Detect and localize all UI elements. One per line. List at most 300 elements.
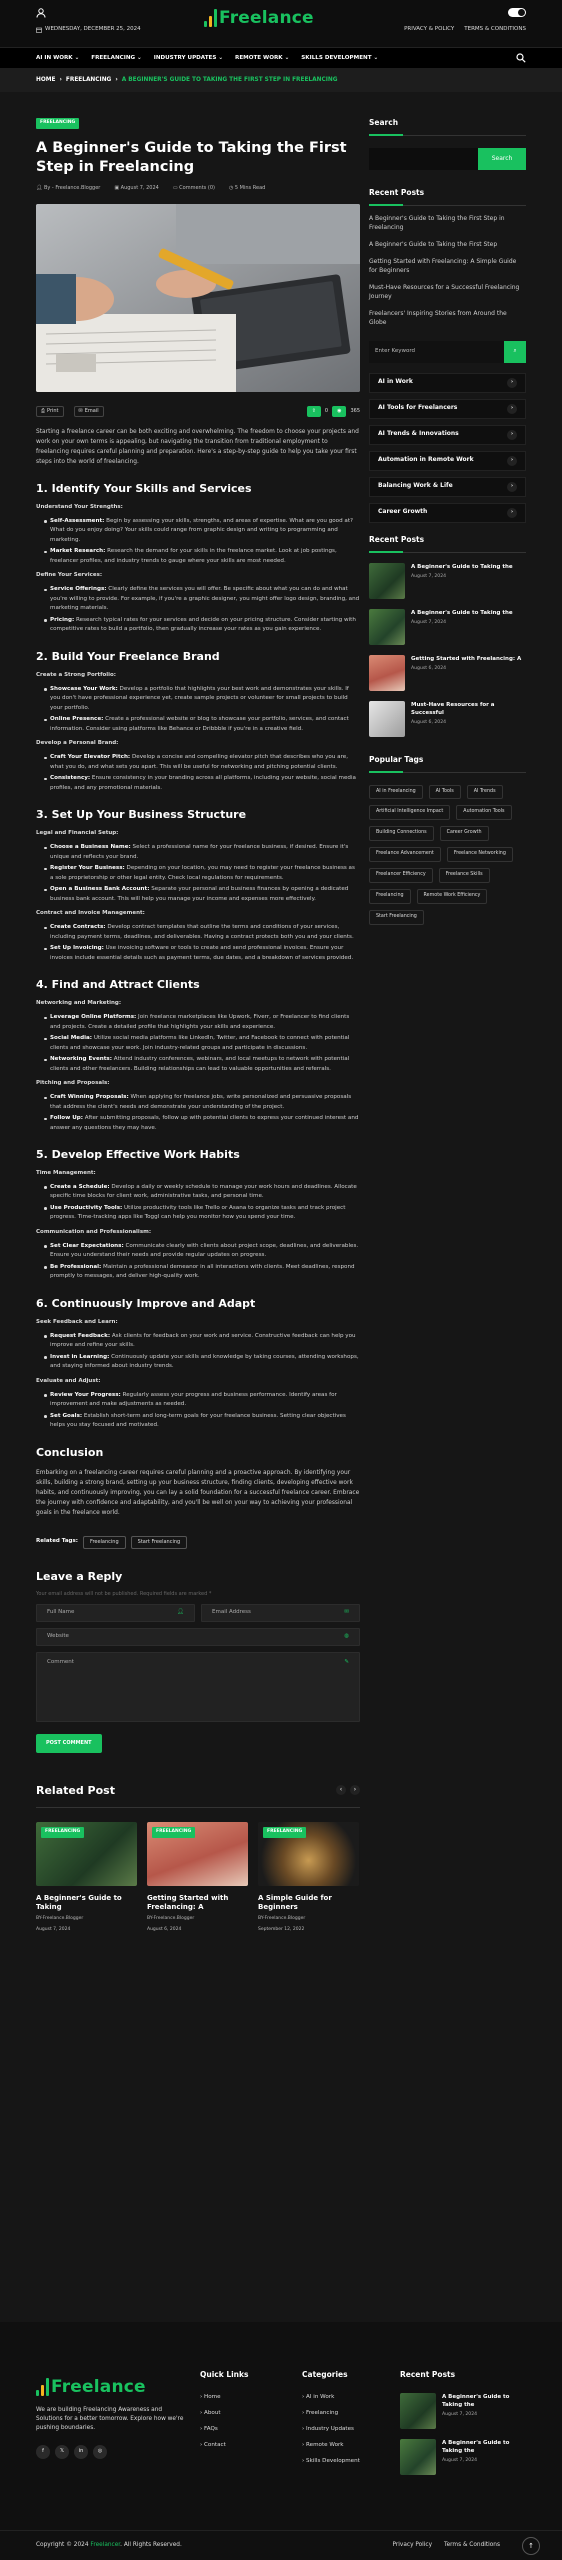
list-item xyxy=(50,774,360,793)
list-item-label: Networking Events: xyxy=(50,1056,112,1063)
footer-link-label: Remote Work xyxy=(306,2442,344,2449)
nav-item-skills-development[interactable]: SKILLS DEVELOPMENT ⌄ xyxy=(301,54,379,61)
section-heading: 3. Set Up Your Business Structure xyxy=(36,808,247,822)
list-item xyxy=(50,1204,360,1223)
category-item[interactable] xyxy=(369,399,526,419)
footer-logo[interactable] xyxy=(36,2378,186,2396)
card-badge[interactable]: FREELANCING xyxy=(152,1827,195,1838)
nav-label: FREELANCING xyxy=(91,54,136,61)
bullet-list xyxy=(36,585,360,635)
category-label: AI Trends & Innovations xyxy=(378,430,459,438)
article xyxy=(36,118,360,1933)
list-item-label: Create a Schedule: xyxy=(50,1183,110,1190)
popular-tag[interactable]: Freelancer Efficiency xyxy=(369,868,433,883)
user-icon: 👤︎ xyxy=(177,1609,184,1616)
bullet-list xyxy=(36,1391,360,1431)
list-item-text: Attend industry conferences, webinars, and local meetups to network with potential clients and other freelancers. Building relationships can lead to valuable opportunities and referrals. xyxy=(50,1056,350,1072)
sidebar-search-input[interactable] xyxy=(369,148,478,170)
divider xyxy=(369,772,526,773)
print-label: Print xyxy=(47,407,59,414)
list-item xyxy=(50,1013,360,1032)
list-item-label: Service Offerings: xyxy=(50,586,107,593)
section-subheading: Pitching and Proposals: xyxy=(36,1080,110,1087)
nav-item-freelancing[interactable]: FREELANCING ⌄ xyxy=(91,54,142,61)
divider xyxy=(369,205,526,206)
logo-wordmark: Freelance xyxy=(219,8,314,28)
twitter-icon[interactable]: 𝕏 xyxy=(55,2445,69,2459)
recent-post[interactable] xyxy=(369,609,526,645)
list-item xyxy=(50,1263,360,1282)
popular-tag[interactable]: AI in Freelancing xyxy=(369,785,423,800)
footer-link-label: Industry Updates xyxy=(306,2426,354,2433)
footer-quick-links xyxy=(200,2370,248,2457)
nav-item-remote-work[interactable]: REMOTE WORK ⌄ xyxy=(235,54,290,61)
calendar-icon xyxy=(36,27,42,33)
bullet-list xyxy=(36,923,360,963)
list-item-text: Develop contract templates that outline the terms and conditions of your services, including payment terms, deadlines, and deliverables. Having a contract protects both you and your clients. xyxy=(50,924,354,940)
related-card-title[interactable]: Getting Started with Freelancing: A xyxy=(147,1894,229,1912)
list-item-label: Showcase Your Work: xyxy=(50,685,118,692)
list-item-text: Ensure consistency in your branding across all platforms, including your website, social media profiles, and any promotional materials. xyxy=(50,775,356,791)
list-item-label: Register Your Business: xyxy=(50,865,125,872)
comment-form xyxy=(36,1569,360,1753)
breadcrumb-section[interactable]: FREELANCING xyxy=(65,76,112,83)
recent-post-title[interactable]: Getting Started with Freelancing: A xyxy=(411,655,522,662)
related-card[interactable] xyxy=(258,1822,359,1933)
popular-tag[interactable]: Remote Work Efficiency xyxy=(417,889,488,904)
top-bar xyxy=(0,0,562,48)
list-item-text: Research typical rates for your services and decide on your pricing structure. Consider starting with competitive rates to build a portfolio, then gradually increase your rates as you gain experience. xyxy=(50,616,356,633)
category-label: Balancing Work & Life xyxy=(378,482,453,490)
full-name-field[interactable] xyxy=(36,1604,195,1622)
author[interactable] xyxy=(36,185,100,192)
category-item[interactable] xyxy=(369,477,526,497)
popular-tag[interactable]: Start Freelancing xyxy=(369,910,424,925)
section-heading: 6. Continuously Improve and Adapt xyxy=(36,1296,256,1310)
footer-categories xyxy=(302,2370,360,2473)
main-nav xyxy=(0,48,562,68)
theme-toggle[interactable] xyxy=(508,8,526,17)
recent-posts-title: Recent Posts xyxy=(369,187,425,197)
site-footer xyxy=(0,2322,562,2560)
related-tags-label: Related Tags: xyxy=(36,1538,78,1545)
related-tags xyxy=(36,1536,360,1549)
list-item-text: Establish short-term and long-term goals for your freelance business. Setting clear objectives helps you stay focused and motivated. xyxy=(50,1412,346,1429)
bullet-list xyxy=(36,1093,360,1133)
section-heading: 1. Identify Your Skills and Services xyxy=(36,482,252,496)
section-subheading: Legal and Financial Setup: xyxy=(36,830,119,837)
recent-posts-title-2: Recent Posts xyxy=(369,534,425,544)
bullet-list xyxy=(36,1013,360,1074)
footer-link-home[interactable]: › Home xyxy=(200,2393,221,2400)
copyright-text: Copyright © 2024 xyxy=(36,2542,89,2549)
bullet-list xyxy=(36,1332,360,1372)
publish-date-text: August 7, 2024 xyxy=(120,184,159,191)
keyword-search[interactable] xyxy=(369,341,526,363)
recent-post-thumb xyxy=(400,2393,436,2429)
sidebar xyxy=(369,118,526,925)
post-comment-button[interactable]: POST COMMENT xyxy=(36,1734,102,1753)
footer-logo-wordmark: Freelance xyxy=(51,2377,146,2397)
list-item xyxy=(50,753,360,772)
tag-start-freelancing[interactable]: Start Freelancing xyxy=(131,1536,188,1549)
nav-label: AI IN WORK xyxy=(36,54,73,61)
site-logo[interactable] xyxy=(204,9,314,27)
breadcrumb-separator-icon: › xyxy=(59,76,62,83)
recent-post-date: August 7, 2024 xyxy=(411,573,447,579)
popular-tags-title: Popular Tags xyxy=(369,754,424,764)
footer-about-text: We are building Freelancing Awareness and Solutions for a better tomorrow. Explore how we're pushing boundaries. xyxy=(36,2407,184,2431)
card-date: August 6, 2024 xyxy=(147,1926,182,1932)
popular-tag[interactable]: Automation Tools xyxy=(456,805,511,820)
bullet-list xyxy=(36,685,360,735)
footer-categories-title: Categories xyxy=(302,2370,348,2379)
list-item-text: Clearly define the services you will offer. Be specific about what you can do and what you're willing to provide. For example, if you're a graphic designer, you might offer logo design, branding, and marketing materials. xyxy=(50,586,360,612)
list-item xyxy=(50,1391,360,1410)
conclusion-heading: Conclusion xyxy=(36,1445,104,1459)
facebook-icon[interactable]: f xyxy=(36,2445,50,2459)
recent-post-link[interactable]: A Beginner's Guide to Taking the First Step in Freelancing xyxy=(369,214,505,231)
footer-quick-title: Quick Links xyxy=(200,2370,249,2379)
copyright-tail: . All Rights Reserved. xyxy=(120,2542,182,2549)
divider xyxy=(369,552,526,553)
section-subheading: Seek Feedback and Learn: xyxy=(36,1318,118,1325)
related-card[interactable] xyxy=(147,1822,248,1933)
top-links xyxy=(404,26,526,34)
list-item-label: Consistency: xyxy=(50,775,91,782)
nav-item-ai-in-work[interactable]: AI IN WORK ⌄ xyxy=(36,54,80,61)
list-item-label: Follow Up: xyxy=(50,1115,84,1122)
popular-tag[interactable]: Freelance Skills xyxy=(439,868,490,883)
related-card-image xyxy=(258,1822,359,1886)
related-card-title[interactable]: A Beginner's Guide to Taking xyxy=(36,1894,122,1912)
email-button[interactable] xyxy=(74,406,104,417)
email-placeholder: Email Address xyxy=(212,1609,251,1616)
list-item-text: Develop a concise and compelling elevator pitch that describes who you are, what you do, and what sets you apart. This will be useful for networking and pitching potential clients. xyxy=(50,754,348,770)
popular-tag[interactable]: Career Growth xyxy=(440,826,489,841)
list-item-text: Create a professional website or blog to showcase your portfolio, services, and contact information. Consider using platforms like Behance or Dribbble if you're in a creative field. xyxy=(50,716,349,732)
popular-tag[interactable]: Building Connections xyxy=(369,826,434,841)
list-item-label: Be Professional: xyxy=(50,1263,102,1270)
read-time-text: 5 Mins Read xyxy=(234,184,266,191)
search-widget-title: Search xyxy=(369,118,399,127)
section-subheading: Contract and Invoice Management: xyxy=(36,910,145,917)
popular-tag[interactable]: Artificial Intelligence Impact xyxy=(369,805,450,820)
comments-text: Comments (0) xyxy=(179,184,215,191)
list-item-text: Ask clients for feedback on your work and service. Constructive feedback can help you improve and refine your skills. xyxy=(50,1332,356,1349)
card-author: BY-Freelance.Blogger xyxy=(258,1916,306,1922)
section-subheading: Develop a Personal Brand: xyxy=(36,740,119,747)
related-card-title[interactable]: A Simple Guide for Beginners xyxy=(258,1894,332,1912)
list-item xyxy=(50,616,360,635)
list-item xyxy=(50,1332,360,1351)
breadcrumb-current: A BEGINNER'S GUIDE TO TAKING THE FIRST STEP IN FREELANCING xyxy=(121,76,338,83)
section-subheading: Networking and Marketing: xyxy=(36,1000,122,1007)
author-name: By - Freelance.Blogger xyxy=(43,184,101,191)
list-item xyxy=(50,715,360,734)
header-date xyxy=(36,26,141,34)
footer-category-link[interactable]: › Industry Updates xyxy=(302,2426,354,2433)
card-date: August 7, 2024 xyxy=(36,1926,71,1932)
list-item-label: Use Productivity Tools: xyxy=(50,1204,123,1211)
list-item-label: Market Research: xyxy=(50,548,106,555)
recent-post-link[interactable]: Getting Started with Freelancing: A Simple Guide for Beginners xyxy=(369,257,517,274)
views-count: 365 xyxy=(350,407,360,414)
list-item-text: Select a professional name for your freelance business, if desired. Ensure it's unique and reflects your brand. xyxy=(50,844,349,860)
list-item-text: Depending on your location, you may need to register your freelance business as a sole proprietorship or other legal entity. Check local regulations for requirements. xyxy=(50,865,355,881)
footer-terms-link[interactable]: Terms & Conditions xyxy=(444,2542,500,2548)
footer-category-link[interactable]: › Skills Development xyxy=(302,2458,360,2465)
list-item-label: Invest in Learning: xyxy=(50,1353,110,1360)
footer-link-label: About xyxy=(204,2409,221,2416)
recent-post-thumb xyxy=(400,2439,436,2475)
keyword-placeholder: Enter Keyword xyxy=(375,347,416,354)
category-label: AI in Work xyxy=(378,378,413,386)
section-heading: 5. Develop Effective Work Habits xyxy=(36,1148,240,1162)
footer-category-link[interactable]: › Freelancing xyxy=(302,2409,339,2416)
list-item xyxy=(50,1055,360,1074)
print-icon: ⎙ xyxy=(41,407,46,414)
list-item-text: Develop a daily or weekly schedule to manage your work hours and deadlines. Allocate specific time blocks for client work, administrative tasks, and personal time. xyxy=(50,1183,357,1200)
chevron-right-icon[interactable]: › xyxy=(350,1785,360,1795)
share-count-text: 0 xyxy=(324,407,329,414)
related-card-image xyxy=(36,1822,137,1886)
recent-post[interactable] xyxy=(369,655,526,691)
popular-tag[interactable]: Freelance Networking xyxy=(447,847,513,862)
category-label: Automation in Remote Work xyxy=(378,456,474,464)
footer-link-label: Skills Development xyxy=(306,2458,360,2465)
section-subheading: Evaluate and Adjust: xyxy=(36,1377,101,1384)
search-icon[interactable]: ⌕ xyxy=(504,341,526,363)
bullet-list xyxy=(36,753,360,793)
tag-freelancing[interactable]: Freelancing xyxy=(83,1536,126,1549)
list-item-text: Utilize productivity tools like Trello or Asana to organize tasks and track project progress. Time-tracking apps like Toggl can help you monitor how you spend your time. xyxy=(50,1204,346,1221)
back-to-top-icon[interactable]: ↑ xyxy=(522,2537,540,2555)
footer-link-label: FAQs xyxy=(204,2426,218,2433)
nav-item-industry-updates[interactable]: INDUSTRY UPDATES ⌄ xyxy=(153,54,224,61)
bullet-list xyxy=(36,517,360,567)
recent-post-link[interactable]: Must-Have Resources for a Successful Freelancing Journey xyxy=(369,283,520,300)
linkedin-icon[interactable]: in xyxy=(74,2445,88,2459)
footer-link-label: Home xyxy=(204,2393,221,2400)
section-subheading: Create a Strong Portfolio: xyxy=(36,671,117,678)
reply-title: Leave a Reply xyxy=(36,1569,123,1583)
user-icon: 👤︎ xyxy=(36,184,43,191)
privacy-policy-link[interactable]: PRIVACY & POLICY xyxy=(404,26,455,32)
comment-placeholder: Comment xyxy=(47,1659,74,1666)
article-sections xyxy=(36,481,360,1431)
category-list xyxy=(369,373,526,523)
recent-post-link[interactable]: Freelancers' Inspiring Stories from Around the Globe xyxy=(369,309,507,326)
hero-image xyxy=(36,204,360,392)
arrow-right-icon: › xyxy=(507,508,517,518)
bullet-list xyxy=(36,1183,360,1223)
category-badge[interactable]: FREELANCING xyxy=(36,118,79,129)
category-item[interactable] xyxy=(369,451,526,471)
breadcrumb xyxy=(0,68,562,92)
recent-post-thumb xyxy=(369,701,405,737)
list-item-label: Self-Assessment: xyxy=(50,517,105,524)
footer-link-about[interactable]: › About xyxy=(200,2409,221,2416)
section-subheading: Communication and Professionalism: xyxy=(36,1228,152,1235)
card-author: BY-Freelance.Blogger xyxy=(36,1916,84,1922)
list-item xyxy=(50,923,360,942)
search-widget xyxy=(369,148,526,170)
list-item-label: Set Up Invoicing: xyxy=(50,945,104,952)
popular-tags xyxy=(369,785,526,926)
nav-label: INDUSTRY UPDATES xyxy=(153,54,217,61)
divider xyxy=(36,1807,360,1808)
section-subheading: Understand Your Strengths: xyxy=(36,503,123,510)
recent-post-thumb xyxy=(369,609,405,645)
footer-link-contact[interactable]: › Contact xyxy=(200,2442,226,2449)
website-placeholder: Website xyxy=(47,1633,69,1640)
list-item xyxy=(50,843,360,862)
related-card[interactable] xyxy=(36,1822,137,1933)
category-label: Career Growth xyxy=(378,508,428,516)
breadcrumb-separator-icon: › xyxy=(115,76,118,83)
article-meta xyxy=(36,185,360,192)
related-arrows xyxy=(336,1785,360,1795)
card-badge[interactable]: FREELANCING xyxy=(263,1827,306,1838)
list-item xyxy=(50,885,360,904)
list-item-text: Regularly assess your progress and business performance. Identify areas for improvement and make adjustments as needed. xyxy=(50,1391,337,1408)
footer-privacy-link[interactable]: Privacy Policy xyxy=(392,2542,433,2548)
list-item-text: When applying for freelance jobs, write personalized and persuasive proposals that address the client's needs and demonstrate your understanding of the project. xyxy=(50,1094,352,1110)
website-field[interactable] xyxy=(36,1628,360,1646)
recent-post-thumb xyxy=(369,655,405,691)
list-item-label: Open a Business Bank Account: xyxy=(50,886,150,893)
email-field[interactable] xyxy=(201,1604,360,1622)
recent-post-date: August 6, 2024 xyxy=(411,665,447,671)
category-item[interactable] xyxy=(369,425,526,445)
recent-post-title[interactable]: A Beginner's Guide to Taking the xyxy=(442,2393,510,2408)
list-item-label: Set Clear Expectations: xyxy=(50,1242,124,1249)
full-name-placeholder: Full Name xyxy=(47,1609,75,1616)
recent-post-date: August 7, 2024 xyxy=(442,2411,478,2417)
article-intro: Starting a freelance career can be both exciting and overwhelming. The freedom to choose your projects and work on your own terms is appealing, but navigating the transition from traditional employment to freelancing requires careful planning and preparation. Here's a step-by-step guide to help you take your first steps into the world of freelancing. xyxy=(36,429,359,466)
list-item-text: Develop a portfolio that highlights your best work and demonstrates your skills. If you don't have professional experience yet, create sample projects or volunteer for small projects to build your portfolio. xyxy=(50,685,349,711)
popular-tag[interactable]: AI Tools xyxy=(429,785,461,800)
list-item-label: Request Feedback: xyxy=(50,1332,111,1339)
globe-icon: ◍ xyxy=(344,1633,349,1640)
recent-post[interactable] xyxy=(369,701,526,737)
recent-post-date: August 7, 2024 xyxy=(442,2457,478,2463)
footer-bottom-bar xyxy=(0,2530,562,2560)
eye-icon: ◉ xyxy=(337,407,342,414)
section-subheading: Time Management: xyxy=(36,1169,96,1176)
footer-recent-post[interactable] xyxy=(400,2439,530,2475)
share-count[interactable] xyxy=(307,406,321,417)
card-author: BY-Freelance.Blogger xyxy=(147,1916,195,1922)
logo-mark-icon xyxy=(204,9,217,27)
pencil-icon: ✎ xyxy=(344,1659,349,1666)
print-button[interactable] xyxy=(36,406,64,417)
list-item-label: Create Contracts: xyxy=(50,924,106,931)
category-item[interactable] xyxy=(369,373,526,393)
social-links xyxy=(36,2445,186,2459)
footer-link-label: AI in Work xyxy=(306,2393,335,2400)
arrow-right-icon: › xyxy=(507,482,517,492)
section-heading: 4. Find and Attract Clients xyxy=(36,978,200,992)
section-subheading: Define Your Services: xyxy=(36,572,103,579)
footer-about xyxy=(36,2378,186,2459)
user-icon[interactable] xyxy=(36,8,46,18)
list-item-text: After submitting proposals, follow up with potential clients to express your continued interest and answer any questions they may have. xyxy=(50,1115,359,1131)
recent-post-title[interactable]: A Beginner's Guide to Taking the xyxy=(411,609,513,616)
email-label: Email xyxy=(84,407,99,414)
list-item xyxy=(50,864,360,883)
copyright xyxy=(36,2541,182,2549)
list-item-text: Communicate clearly with clients about project scope, deadlines, and deliverables. Ensure you understand their needs and provide regular updates on progress. xyxy=(50,1242,359,1259)
publish-date: ▣ August 7, 2024 xyxy=(114,184,159,191)
email-icon: ✉ xyxy=(78,407,83,414)
related-posts xyxy=(36,1783,360,1933)
footer-category-link[interactable]: › AI in Work xyxy=(302,2393,335,2400)
copyright-brand[interactable]: Freelancer xyxy=(90,2542,121,2549)
arrow-right-icon: › xyxy=(507,404,517,414)
list-item xyxy=(50,1093,360,1112)
section-heading: 2. Build Your Freelance Brand xyxy=(36,649,220,663)
card-badge[interactable]: FREELANCING xyxy=(41,1827,84,1838)
chevron-left-icon[interactable]: ‹ xyxy=(336,1785,346,1795)
share-bar xyxy=(36,406,360,417)
comment-textarea[interactable] xyxy=(36,1652,360,1722)
recent-post-title[interactable]: A Beginner's Guide to Taking the xyxy=(411,563,513,570)
recent-post-date: August 7, 2024 xyxy=(411,619,447,625)
logo-mark-icon xyxy=(36,2378,49,2396)
list-item-label: Review Your Progress: xyxy=(50,1391,121,1398)
footer-link-faqs[interactable]: › FAQs xyxy=(200,2426,218,2433)
list-item-label: Craft Winning Proposals: xyxy=(50,1094,129,1101)
list-item-text: Research the demand for your skills in the freelance market. Look at job postings, freelancer profiles, and industry trends to gauge where your skills are most needed. xyxy=(50,548,337,564)
terms-link[interactable]: TERMS & CONDITIONS xyxy=(464,26,526,32)
list-item xyxy=(50,1412,360,1431)
list-item-text: Continuously update your skills and knowledge by taking courses, attending workshops, and staying informed about industry trends. xyxy=(50,1353,359,1370)
breadcrumb-home[interactable]: HOME xyxy=(36,76,56,83)
hero-illustration xyxy=(36,204,360,392)
recent-post-thumb xyxy=(369,563,405,599)
popular-tag[interactable]: Freelancing xyxy=(369,889,411,904)
recent-post-title[interactable]: A Beginner's Guide to Taking the xyxy=(442,2439,510,2454)
sidebar-search-button[interactable]: Search xyxy=(478,148,526,170)
list-item xyxy=(50,1353,360,1372)
category-item[interactable] xyxy=(369,503,526,523)
list-item xyxy=(50,1114,360,1133)
footer-category-link[interactable]: › Remote Work xyxy=(302,2442,344,2449)
nav-label: SKILLS DEVELOPMENT xyxy=(301,54,372,61)
arrow-right-icon: › xyxy=(507,378,517,388)
search-icon[interactable] xyxy=(516,53,526,63)
instagram-icon[interactable]: ◎ xyxy=(93,2445,107,2459)
recent-post-title[interactable]: Must-Have Resources for a Successful xyxy=(411,701,495,716)
comments-count[interactable]: ▭ Comments (0) xyxy=(172,184,215,191)
list-item-label: Social Media: xyxy=(50,1035,93,1042)
recent-post-link[interactable]: A Beginner's Guide to Taking the First Step xyxy=(369,240,498,248)
bullet-list xyxy=(36,1242,360,1282)
footer-recent-post[interactable] xyxy=(400,2393,530,2429)
category-label: AI Tools for Freelancers xyxy=(378,404,458,412)
reply-note: Your email address will not be published. Required fields are marked * xyxy=(36,1590,212,1597)
recent-post[interactable] xyxy=(369,563,526,599)
popular-tag[interactable]: Freelance Advancement xyxy=(369,847,441,862)
arrow-right-icon: › xyxy=(507,456,517,466)
list-item-label: Online Presence: xyxy=(50,716,104,723)
list-item xyxy=(50,547,360,566)
popular-tag[interactable]: AI Trends xyxy=(467,785,503,800)
list-item-text: Begin by assessing your skills, strengths, and areas of expertise. What are you good at? What do you enjoy doing? Your skills could range from graphic design and writing to programming and marketing. xyxy=(50,517,354,543)
email-icon: ✉ xyxy=(344,1609,349,1616)
